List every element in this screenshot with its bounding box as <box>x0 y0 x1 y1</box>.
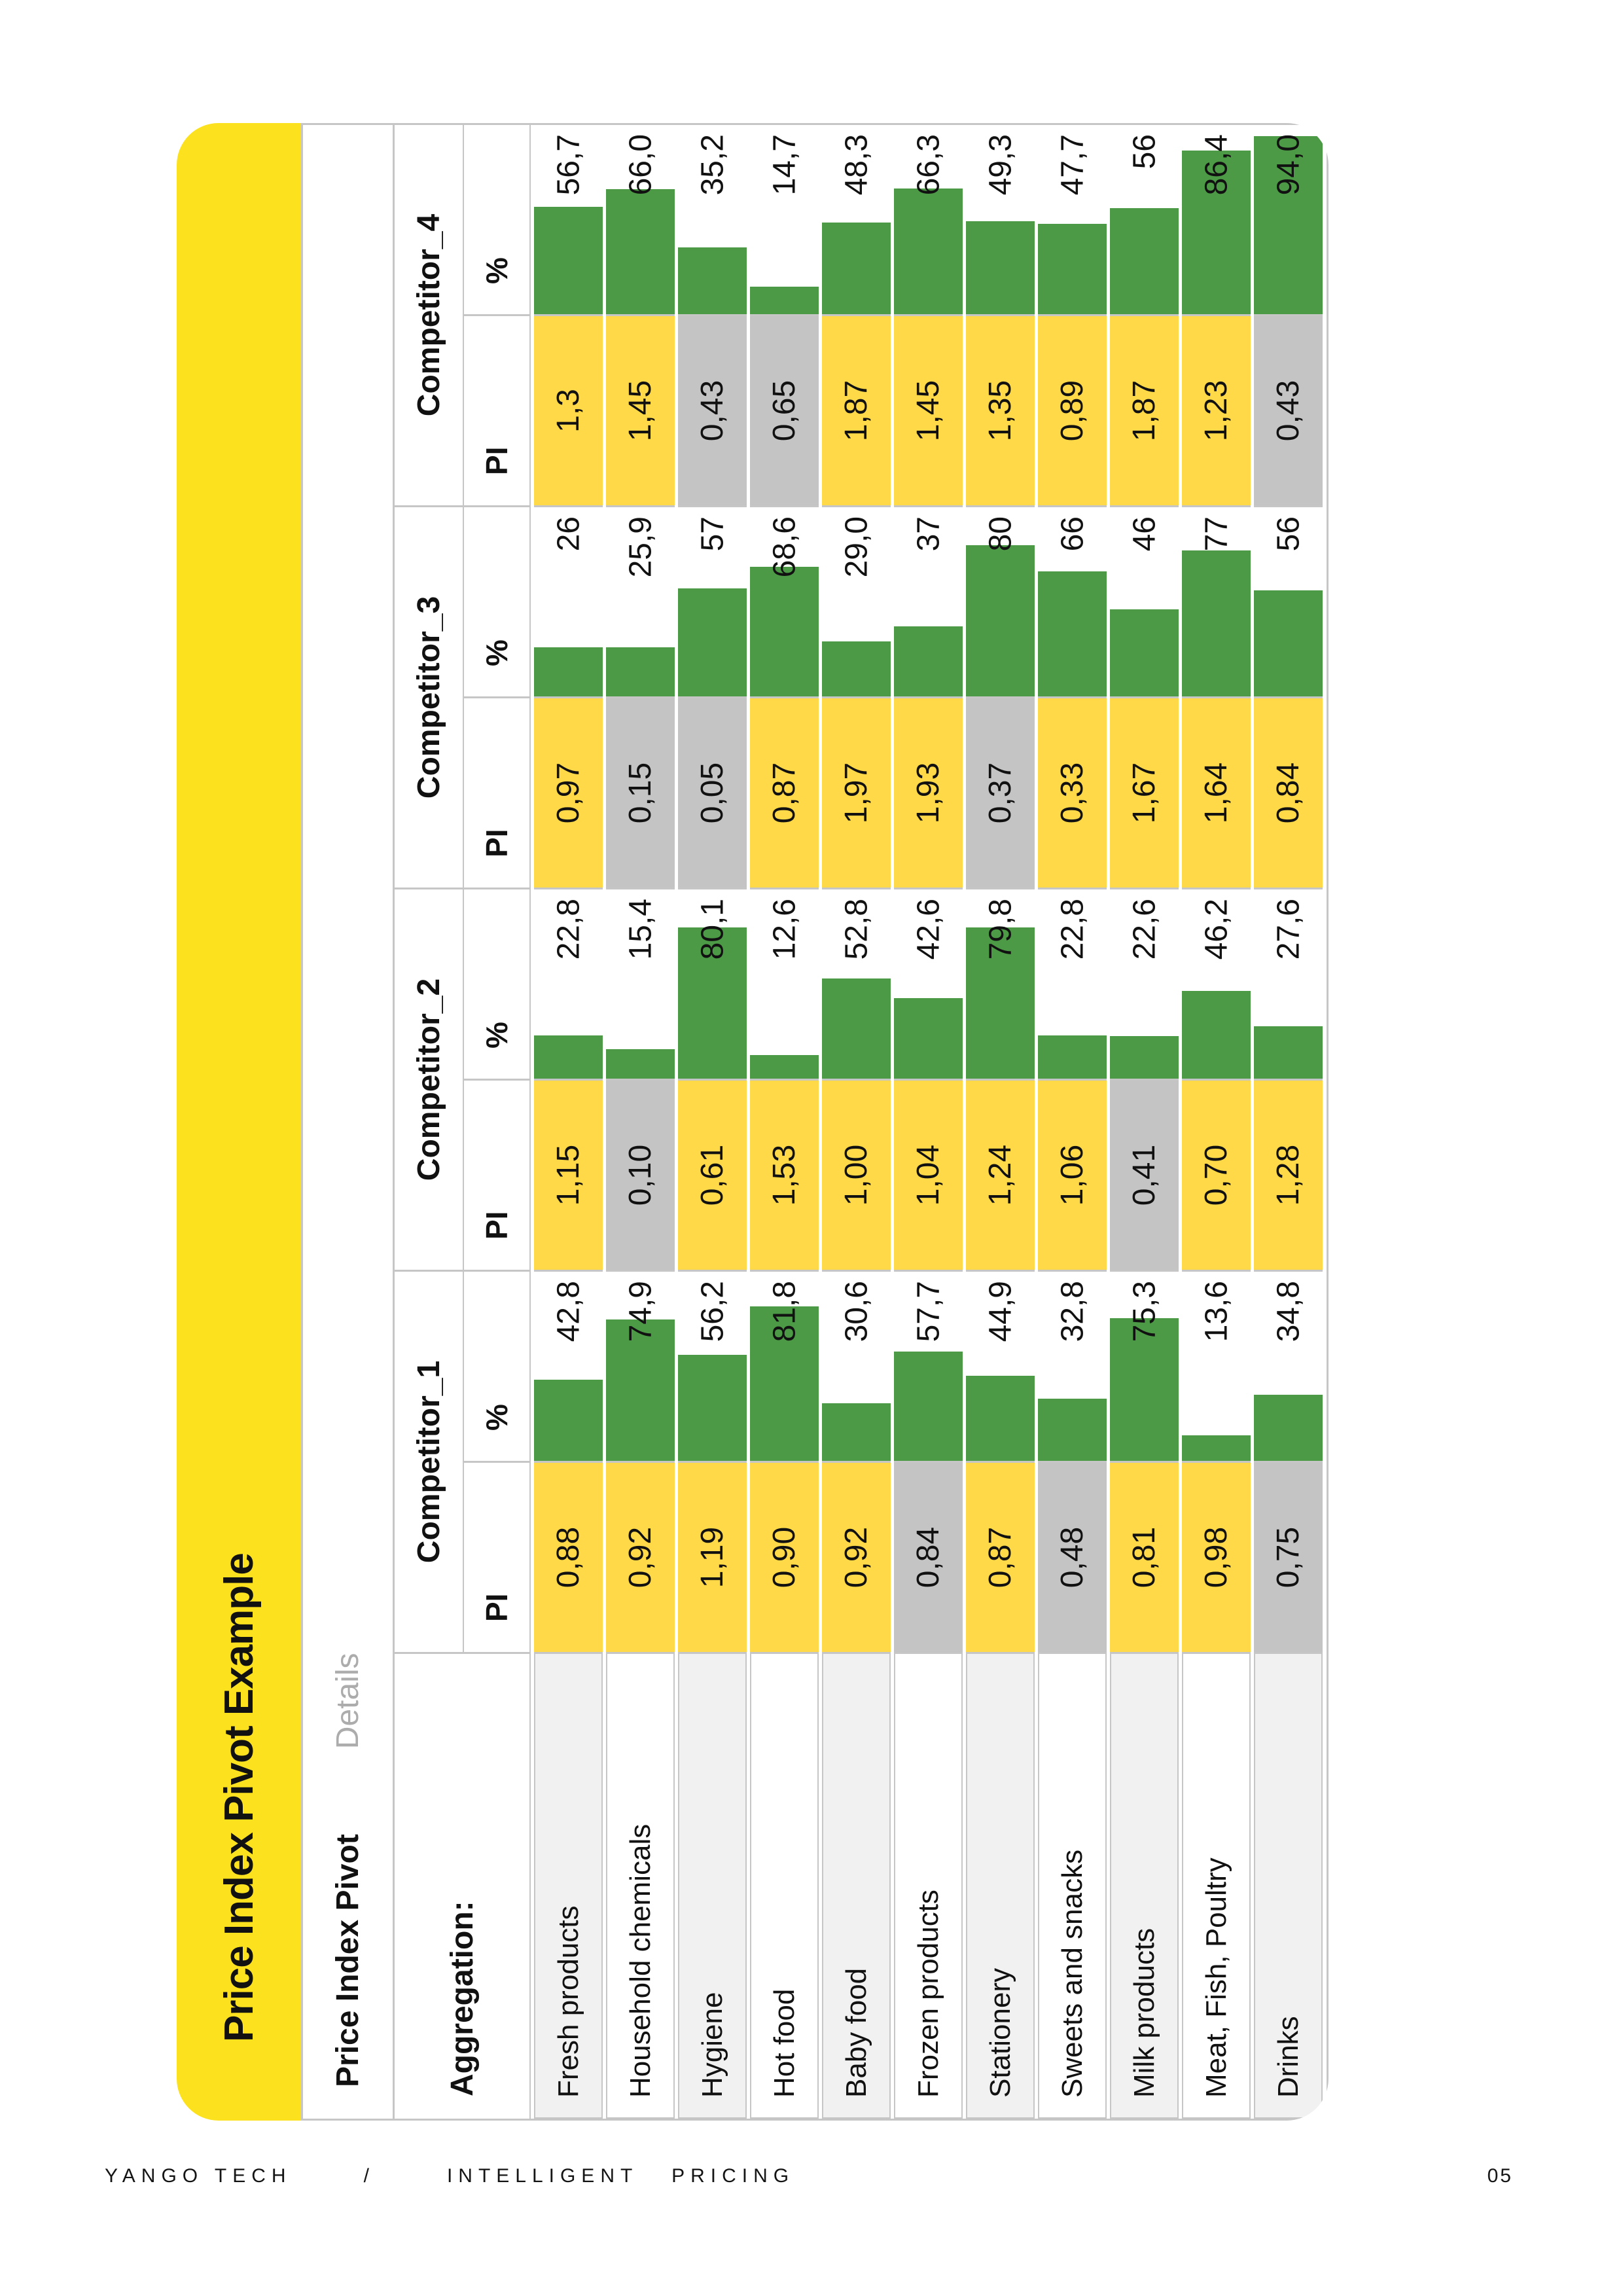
pct-value: 14,7 <box>767 134 802 196</box>
pi-cell: 0,75 <box>1254 1463 1323 1654</box>
pct-bar <box>534 1035 603 1079</box>
pct-value: 42,6 <box>911 899 946 960</box>
pct-cell <box>678 507 747 698</box>
pct-value: 86,4 <box>1199 134 1234 196</box>
pct-cell <box>678 889 747 1081</box>
pi-cell: 1,3 <box>534 316 603 507</box>
pi-cell: 0,92 <box>822 1463 891 1654</box>
pct-cell <box>894 125 963 316</box>
pct-cell <box>1254 1272 1323 1463</box>
pct-value: 15,4 <box>623 899 658 960</box>
pct-cell <box>606 1272 675 1463</box>
pct-bar <box>606 189 675 314</box>
pct-cell <box>1182 507 1251 698</box>
pct-value: 56,2 <box>695 1281 730 1342</box>
pct-cell <box>750 507 819 698</box>
pi-header-3: PI <box>463 698 531 889</box>
pct-value: 37 <box>911 516 946 552</box>
pct-cell <box>1110 1272 1179 1463</box>
pct-bar <box>966 1376 1035 1461</box>
pi-cell: 0,65 <box>750 316 819 507</box>
pi-cell: 0,37 <box>966 698 1035 889</box>
pct-value: 46,2 <box>1199 899 1234 960</box>
tab-price-index-pivot[interactable]: Price Index Pivot <box>330 1834 365 2087</box>
pct-cell <box>966 1272 1035 1463</box>
pct-value: 56 <box>1271 516 1306 552</box>
pi-cell: 0,41 <box>1110 1081 1179 1272</box>
pct-cell <box>894 889 963 1081</box>
pct-bar <box>678 1355 747 1461</box>
pi-header-4: PI <box>463 316 531 507</box>
pct-value: 66,0 <box>623 134 658 196</box>
pi-cell: 1,64 <box>1182 698 1251 889</box>
pct-bar <box>822 978 891 1079</box>
pct-cell <box>606 889 675 1081</box>
pi-cell: 1,87 <box>1110 316 1179 507</box>
pct-value: 22,6 <box>1127 899 1162 960</box>
pct-cell <box>750 1272 819 1463</box>
pct-bar <box>822 641 891 696</box>
pct-cell <box>822 125 891 316</box>
pi-cell: 1,23 <box>1182 316 1251 507</box>
pi-cell: 0,97 <box>534 698 603 889</box>
pi-cell: 0,05 <box>678 698 747 889</box>
pct-bar <box>1110 609 1179 696</box>
pct-value: 13,6 <box>1199 1281 1234 1342</box>
aggregation-cell: Aggregation: <box>395 1654 531 2119</box>
category-label: Sweets and snacks <box>1038 1654 1107 2119</box>
pct-cell <box>966 125 1035 316</box>
pi-cell: 1,87 <box>822 316 891 507</box>
pct-bar <box>750 287 819 314</box>
pct-cell <box>1182 125 1251 316</box>
pi-cell: 1,45 <box>606 316 675 507</box>
pct-bar <box>750 1055 819 1079</box>
pct-bar <box>894 188 963 314</box>
category-label: Hot food <box>750 1654 819 2119</box>
pi-cell: 1,28 <box>1254 1081 1323 1272</box>
pi-cell: 1,45 <box>894 316 963 507</box>
pct-cell <box>534 1272 603 1463</box>
pi-header-1: PI <box>463 1463 531 1654</box>
pct-value: 22,8 <box>1055 899 1090 960</box>
page-number: 05 <box>1487 2165 1513 2187</box>
pct-value: 35,2 <box>695 134 730 196</box>
pi-cell: 0,10 <box>606 1081 675 1272</box>
pct-value: 48,3 <box>839 134 874 196</box>
pct-value: 47,7 <box>1055 134 1090 196</box>
pct-cell <box>1110 125 1179 316</box>
pivot-grid <box>395 125 1323 2119</box>
pct-value: 27,6 <box>1271 899 1306 960</box>
pct-bar <box>894 1352 963 1461</box>
pct-value: 80,1 <box>695 899 730 960</box>
pct-value: 66,3 <box>911 134 946 196</box>
pct-cell <box>606 507 675 698</box>
pct-bar <box>1254 1026 1323 1079</box>
pct-value: 52,8 <box>839 899 874 960</box>
pct-value: 80 <box>983 516 1018 552</box>
pct-value: 44,9 <box>983 1281 1018 1342</box>
pct-bar <box>1182 991 1251 1079</box>
pct-value: 56 <box>1127 134 1162 170</box>
pct-bar <box>822 223 891 314</box>
pct-bar <box>534 207 603 314</box>
pi-cell: 0,48 <box>1038 1463 1107 1654</box>
pct-cell <box>1254 889 1323 1081</box>
pi-cell: 0,43 <box>1254 316 1323 507</box>
pct-bar <box>966 221 1035 314</box>
pct-cell <box>822 507 891 698</box>
pct-bar <box>606 647 675 696</box>
pct-cell <box>1254 125 1323 316</box>
pct-value: 81,8 <box>767 1281 802 1342</box>
category-label: Stationery <box>966 1654 1035 2119</box>
pi-cell: 0,61 <box>678 1081 747 1272</box>
pct-cell <box>1182 889 1251 1081</box>
table-wrap <box>301 123 1329 2121</box>
pct-bar <box>1254 1395 1323 1461</box>
page-title: Price Index Pivot Example <box>216 1553 262 2042</box>
competitor-header-4: Competitor_4 <box>395 125 463 507</box>
pct-value: 25,9 <box>623 516 658 578</box>
pct-bar <box>1038 571 1107 696</box>
pct-cell <box>1110 889 1179 1081</box>
tab-details[interactable]: Details <box>330 1653 365 1749</box>
pct-value: 34,8 <box>1271 1281 1306 1342</box>
pct-cell <box>534 125 603 316</box>
pct-value: 57 <box>695 516 730 552</box>
pct-bar <box>678 247 747 314</box>
pct-value: 32,8 <box>1055 1281 1090 1342</box>
pct-cell <box>750 889 819 1081</box>
pct-cell <box>1038 1272 1107 1463</box>
pi-cell: 1,24 <box>966 1081 1035 1272</box>
pi-cell: 0,92 <box>606 1463 675 1654</box>
category-label: Hygiene <box>678 1654 747 2119</box>
pct-value: 74,9 <box>623 1281 658 1342</box>
pct-cell <box>1254 507 1323 698</box>
pct-bar <box>1254 590 1323 696</box>
pct-cell <box>678 1272 747 1463</box>
pct-value: 12,6 <box>767 899 802 960</box>
footer <box>105 2165 794 2187</box>
pct-cell <box>966 507 1035 698</box>
pct-bar <box>894 998 963 1079</box>
pi-cell: 1,67 <box>1110 698 1179 889</box>
pi-cell: 0,89 <box>1038 316 1107 507</box>
category-label: Meat, Fish, Poultry <box>1182 1654 1251 2119</box>
category-label: Household chemicals <box>606 1654 675 2119</box>
category-label: Frozen products <box>894 1654 963 2119</box>
pct-bar <box>894 626 963 696</box>
pct-bar <box>1182 550 1251 696</box>
pct-cell <box>1038 889 1107 1081</box>
pi-cell: 1,53 <box>750 1081 819 1272</box>
pi-cell: 1,97 <box>822 698 891 889</box>
category-label: Fresh products <box>534 1654 603 2119</box>
pct-cell <box>1110 507 1179 698</box>
pct-value: 94,0 <box>1271 134 1306 196</box>
pi-cell: 0,15 <box>606 698 675 889</box>
pi-header-2: PI <box>463 1081 531 1272</box>
pi-cell: 0,87 <box>966 1463 1035 1654</box>
pct-bar <box>1038 224 1107 314</box>
pct-cell <box>750 125 819 316</box>
pi-cell: 0,84 <box>1254 698 1323 889</box>
pi-cell: 1,15 <box>534 1081 603 1272</box>
pct-cell <box>822 1272 891 1463</box>
pivot-card <box>177 123 1329 2121</box>
pct-value: 77 <box>1199 516 1234 552</box>
pct-header-2: % <box>463 889 531 1081</box>
pct-bar <box>534 647 603 696</box>
pct-bar <box>606 1050 675 1079</box>
pct-value: 79,8 <box>983 899 1018 960</box>
pct-header-4: % <box>463 125 531 316</box>
pct-bar <box>1038 1035 1107 1079</box>
category-label: Drinks <box>1254 1654 1323 2119</box>
pi-cell: 1,06 <box>1038 1081 1107 1272</box>
pi-cell: 1,35 <box>966 316 1035 507</box>
pi-cell: 1,19 <box>678 1463 747 1654</box>
pct-value: 66 <box>1055 516 1090 552</box>
footer-brand: YANGO TECH <box>105 2165 292 2187</box>
pct-bar <box>678 588 747 696</box>
pct-value: 26 <box>551 516 586 552</box>
pct-cell <box>534 889 603 1081</box>
pct-bar <box>750 567 819 696</box>
footer-section: INTELLIGENT PRICING <box>446 2165 795 2187</box>
pct-cell <box>1038 125 1107 316</box>
pct-value: 46 <box>1127 516 1162 552</box>
pi-cell: 0,33 <box>1038 698 1107 889</box>
pct-cell <box>822 889 891 1081</box>
pct-cell <box>1182 1272 1251 1463</box>
competitor-header-2: Competitor_2 <box>395 889 463 1272</box>
pi-cell: 0,81 <box>1110 1463 1179 1654</box>
pct-cell <box>966 889 1035 1081</box>
pct-cell <box>678 125 747 316</box>
pct-cell <box>606 125 675 316</box>
pct-cell <box>1038 507 1107 698</box>
pct-value: 22,8 <box>551 899 586 960</box>
pct-bar <box>1182 1435 1251 1461</box>
pct-value: 68,6 <box>767 516 802 578</box>
pct-bar <box>1110 1036 1179 1079</box>
footer-divider: / <box>363 2165 375 2187</box>
pct-value: 75,3 <box>1127 1281 1162 1342</box>
competitor-header-3: Competitor_3 <box>395 507 463 889</box>
pct-cell <box>894 1272 963 1463</box>
category-label: Baby food <box>822 1654 891 2119</box>
pct-value: 56,7 <box>551 134 586 196</box>
pct-bar <box>822 1403 891 1461</box>
pct-bar <box>1038 1399 1107 1461</box>
pi-cell: 0,98 <box>1182 1463 1251 1654</box>
pi-cell: 0,70 <box>1182 1081 1251 1272</box>
pct-bar <box>1110 208 1179 314</box>
pi-cell: 0,88 <box>534 1463 603 1654</box>
pct-bar <box>966 545 1035 696</box>
title-band <box>177 123 301 2121</box>
pct-value: 29,0 <box>839 516 874 578</box>
pct-value: 49,3 <box>983 134 1018 196</box>
pi-cell: 1,93 <box>894 698 963 889</box>
pi-cell: 0,87 <box>750 698 819 889</box>
pi-cell: 0,90 <box>750 1463 819 1654</box>
pi-cell: 0,84 <box>894 1463 963 1654</box>
competitor-header-1: Competitor_1 <box>395 1272 463 1654</box>
pct-value: 30,6 <box>839 1281 874 1342</box>
pi-cell: 1,04 <box>894 1081 963 1272</box>
category-label: Milk products <box>1110 1654 1179 2119</box>
pct-value: 57,7 <box>911 1281 946 1342</box>
pct-header-1: % <box>463 1272 531 1463</box>
pct-value: 42,8 <box>551 1281 586 1342</box>
pct-cell <box>534 507 603 698</box>
pi-cell: 1,00 <box>822 1081 891 1272</box>
pct-header-3: % <box>463 507 531 698</box>
pct-cell <box>894 507 963 698</box>
tabs-row <box>303 125 395 2119</box>
pct-bar <box>534 1380 603 1461</box>
pi-cell: 0,43 <box>678 316 747 507</box>
